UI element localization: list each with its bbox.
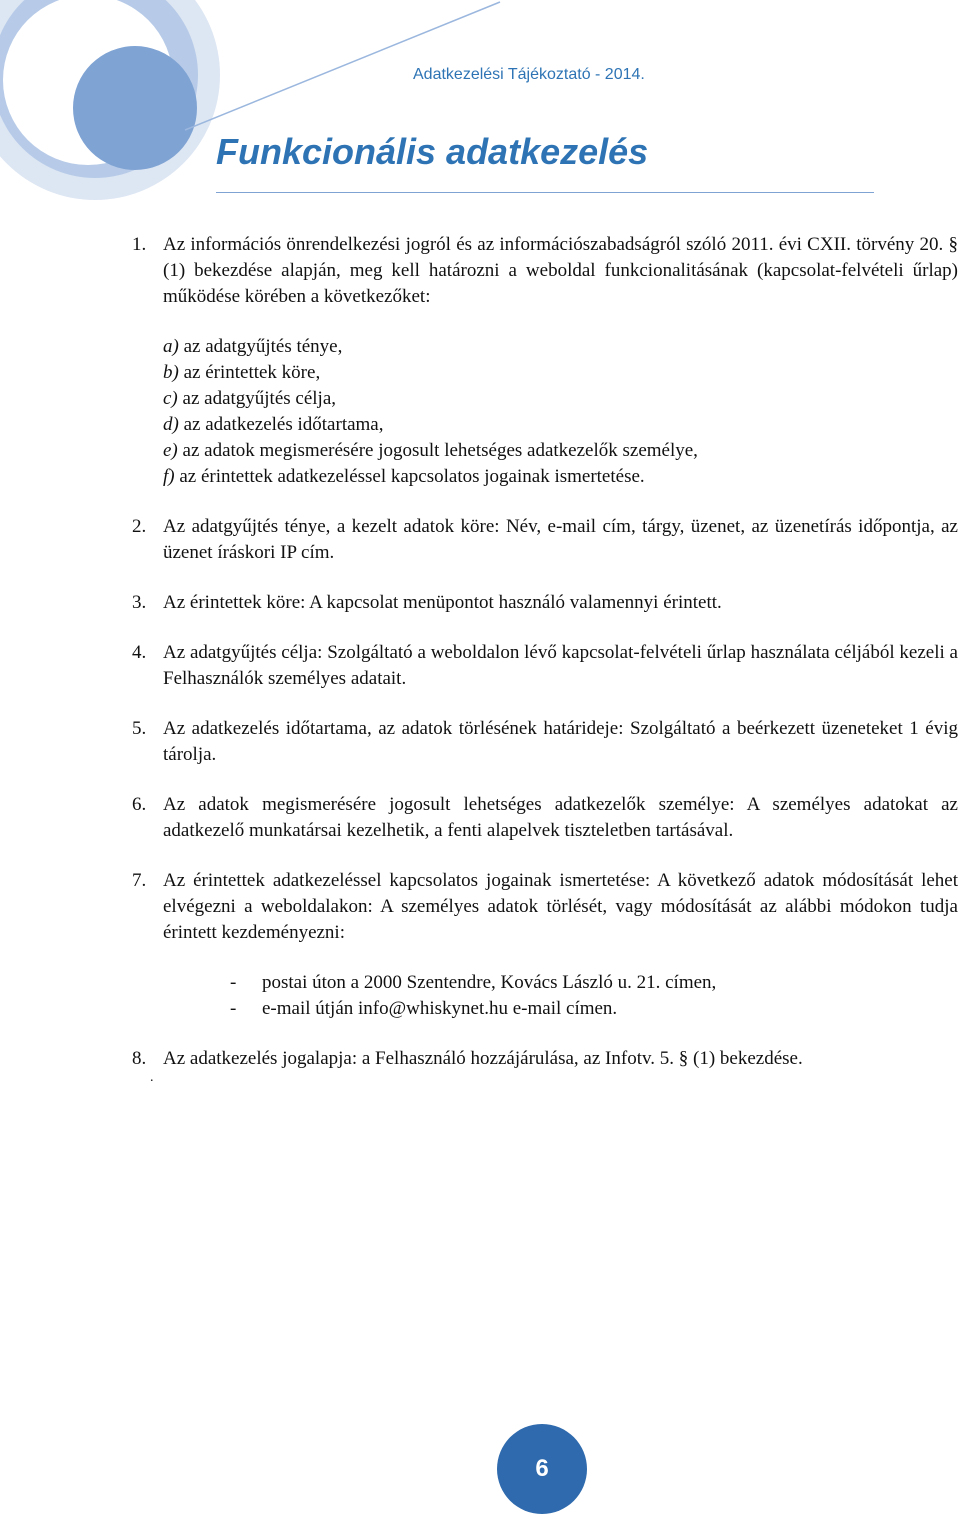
- item-number: 1.: [132, 234, 147, 255]
- sub-item-text: az adatkezelés időtartama,: [178, 414, 384, 435]
- sub-item-letter: e): [163, 440, 178, 461]
- contact-method-text: postai úton a 2000 Szentendre, Kovács László u. 21. címen,: [262, 972, 717, 993]
- sub-item-text: az adatok megismerésére jogosult lehetséges adatkezelők személye,: [177, 440, 698, 461]
- item-text: Az adatgyűjtés ténye, a kezelt adatok köre: Név, e-mail cím, tárgy, üzenet, az üzenetírás időpontja, az üzenet íráskori IP cím.: [163, 516, 958, 563]
- document-body: [132, 232, 958, 1084]
- item-number: 6.: [132, 794, 147, 815]
- contact-method: [230, 996, 958, 1022]
- item-number: 7.: [132, 870, 147, 891]
- contact-method: [230, 970, 958, 996]
- sub-item-letter: f): [163, 466, 175, 487]
- document-header-title: Adatkezelési Tájékoztató - 2014.: [413, 66, 645, 83]
- list-item: [132, 232, 958, 310]
- contact-method-text: e-mail útján info@whiskynet.hu e-mail címen.: [262, 998, 618, 1019]
- sub-item: [163, 464, 958, 490]
- item-number: 8.: [132, 1048, 147, 1069]
- list-item: [132, 792, 958, 844]
- item-text: Az adatkezelés jogalapja: a Felhasználó hozzájárulása, az Infotv. 5. § (1) bekezdése.: [163, 1048, 803, 1069]
- item-text: Az érintettek adatkezeléssel kapcsolatos jogainak ismertetése: A következő adatok módosítását lehet elvégezni a weboldalakon: A személyes adatok törlését, vagy módosítását az alábbi módokon tudja érintett kezdeményezni:: [163, 870, 958, 943]
- sub-item: [163, 386, 958, 412]
- item-number: 3.: [132, 592, 147, 613]
- sub-item-letter: c): [163, 388, 178, 409]
- subject-list: [163, 334, 958, 490]
- item-text: Az adatkezelés időtartama, az adatok törlésének határideje: Szolgáltató a beérkezett üzeneteket 1 évig tárolja.: [163, 718, 958, 765]
- sub-item-text: az érintettek köre,: [178, 362, 321, 383]
- section-heading: Funkcionális adatkezelés: [216, 131, 649, 172]
- sub-item: [163, 412, 958, 438]
- sub-item-letter: d): [163, 414, 179, 435]
- list-item: [132, 590, 958, 616]
- contact-methods-list: [230, 970, 958, 1022]
- sub-item: [163, 334, 958, 360]
- heading-divider: [216, 192, 874, 193]
- sub-item-letter: a): [163, 336, 179, 357]
- sub-item-text: az adatgyűjtés célja,: [177, 388, 337, 409]
- list-item: [132, 716, 958, 768]
- sub-item: [163, 438, 958, 464]
- item-text: Az érintettek köre: A kapcsolat menüpontot használó valamennyi érintett.: [163, 592, 722, 613]
- page-number: 6: [497, 1424, 587, 1514]
- item-text: Az adatgyűjtés célja: Szolgáltató a weboldalon lévő kapcsolat-felvételi űrlap használata céljából kezeli a Felhasználók személyes adatait.: [163, 642, 958, 689]
- list-item: [132, 868, 958, 946]
- sub-item: [163, 360, 958, 386]
- item-number: 4.: [132, 642, 147, 663]
- sub-item-text: az adatgyűjtés ténye,: [178, 336, 343, 357]
- item-number: 2.: [132, 516, 147, 537]
- list-item: [132, 514, 958, 566]
- item-number: 5.: [132, 718, 147, 739]
- item-text: Az adatok megismerésére jogosult lehetséges adatkezelők személye: A személyes adatokat az adatkezelő munkatársai kezelhetik, a fenti alapelvek tiszteletben tartásával.: [163, 794, 958, 841]
- stray-mark: .: [150, 1070, 154, 1085]
- sub-item-letter: b): [163, 362, 179, 383]
- item-text: Az információs önrendelkezési jogról és az információszabadságról szóló 2011. évi CXII. törvény 20. § (1) bekezdése alapján, meg kell határozni a weboldal funkcionalitásának (kapcsolat-felvételi űrlap) működése körében a következőket:: [163, 234, 958, 307]
- sub-item-text: az érintettek adatkezeléssel kapcsolatos jogainak ismertetése.: [174, 466, 645, 487]
- dash-marker: -: [230, 998, 237, 1019]
- list-item: [132, 640, 958, 692]
- list-item: [132, 1046, 958, 1072]
- dash-marker: -: [230, 972, 237, 993]
